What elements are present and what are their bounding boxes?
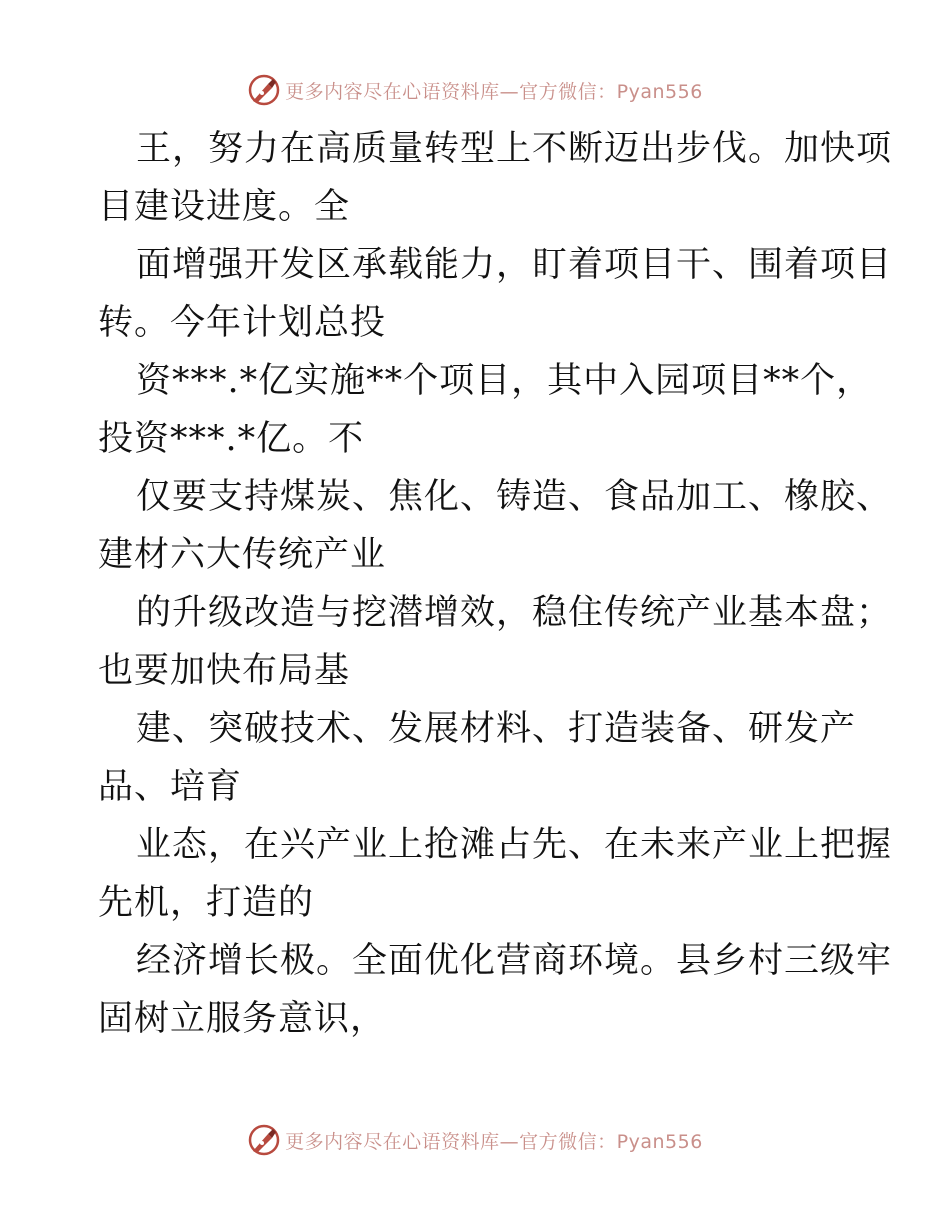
text-line: 业态，在兴产业上抢滩占先、在未来产业上把握 [136, 825, 893, 865]
text-line: 资***.*亿实施**个项目，其中入园项目**个， [136, 361, 873, 401]
text-line: 王，努力在高质量转型上不断迈出步伐。加快项 [136, 129, 893, 169]
text-line: 面增强开发区承载能力，盯着项目干、围着项目 [136, 245, 893, 285]
text-line: 建材六大传统产业 [98, 535, 387, 575]
text-line: 品、培育 [98, 767, 243, 807]
text-line: 建、突破技术、发展材料、打造装备、研发产 [136, 709, 857, 749]
pen-nib-seal-icon [247, 73, 281, 107]
text-line: 投资***.*亿。不 [98, 419, 365, 459]
header-watermark [0, 70, 950, 110]
footer-watermark [0, 1120, 950, 1160]
text-line: 也要加快布局基 [98, 651, 351, 691]
text-line: 目建设进度。全 [98, 187, 351, 227]
watermark-text: 更多内容尽在心语资料库—官方微信：Pyan556 [285, 1130, 703, 1153]
text-line: 固树立服务意识， [98, 999, 387, 1039]
text-line: 仅要支持煤炭、焦化、铸造、食品加工、橡胶、 [136, 477, 893, 517]
text-line: 经济增长极。全面优化营商环境。县乡村三级牢 [136, 941, 893, 981]
text-line: 转。今年计划总投 [98, 303, 387, 343]
pen-nib-seal-icon [247, 1123, 281, 1157]
watermark-text: 更多内容尽在心语资料库—官方微信：Pyan556 [285, 80, 703, 103]
text-line: 的升级改造与挖潜增效，稳住传统产业基本盘； [136, 593, 893, 633]
text-line: 先机，打造的 [98, 883, 315, 923]
